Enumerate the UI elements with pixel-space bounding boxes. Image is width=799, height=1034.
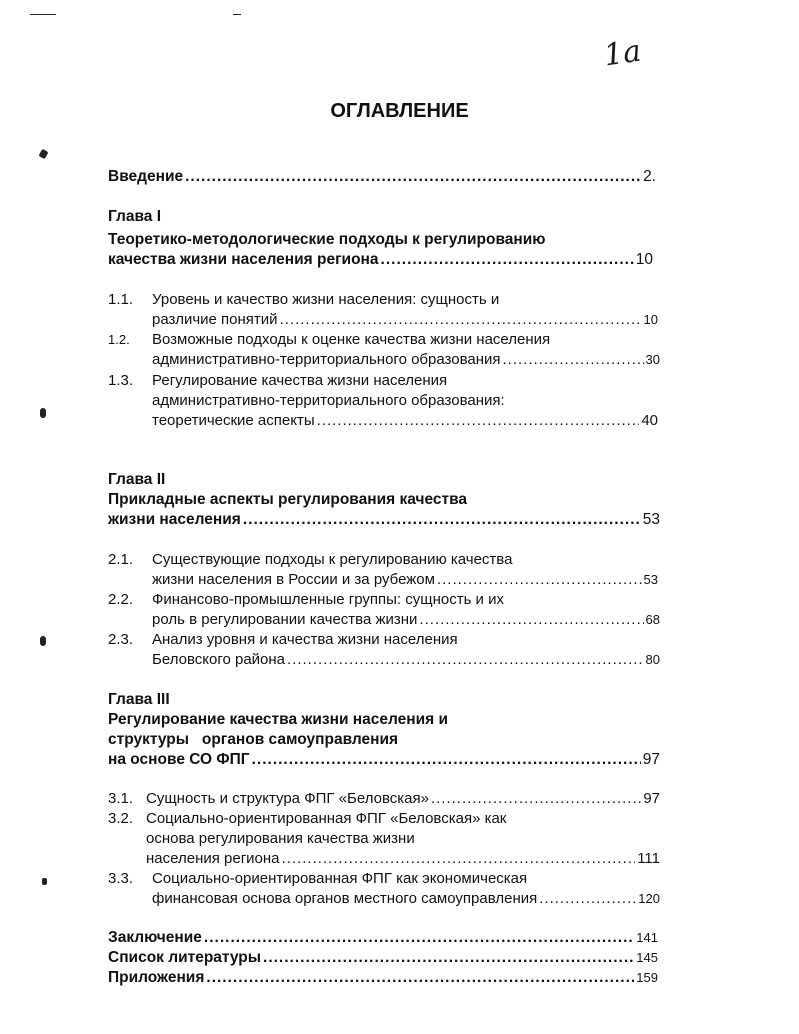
dot-leader xyxy=(263,948,634,968)
section-title-text: теоретические аспекты xyxy=(152,412,315,429)
toc-entry-label: Список литературы xyxy=(108,949,262,966)
chapter-title-text: жизни населения xyxy=(108,511,241,528)
section-title: Социально-ориентированная ФПГ «Беловская» как xyxy=(146,810,507,827)
chapter-title: структуры органов самоуправления xyxy=(108,731,399,748)
section-title-text: финансовая основа органов местного самоуправления xyxy=(152,890,538,907)
dot-leader xyxy=(317,411,640,431)
section-title-last xyxy=(152,350,660,370)
chapter-title: Регулирование качества жизни населения и xyxy=(108,711,449,728)
dot-leader xyxy=(287,650,644,670)
toc-entry-page: 97 xyxy=(642,751,660,768)
section-title-text: Сущность и структура ФПГ «Беловская» xyxy=(146,790,429,807)
toc-entry-page: 53 xyxy=(642,511,660,528)
dot-leader xyxy=(206,968,634,988)
toc-entry-page: 10 xyxy=(635,251,653,268)
dot-leader xyxy=(204,928,634,948)
section-number: 2.3. xyxy=(108,631,134,648)
section-title-last xyxy=(152,610,660,630)
section-number: 3.3. xyxy=(108,870,134,887)
chapter-title-last xyxy=(108,510,660,530)
dot-leader xyxy=(185,167,641,187)
page-title: ОГЛАВЛЕНИЕ xyxy=(330,100,469,122)
toc-entry-page: .30 xyxy=(641,352,660,367)
section-title-text: жизни населения в России и за рубежом xyxy=(152,571,435,588)
toc-entry-page: 145 xyxy=(636,950,658,965)
section-number: 1.3. xyxy=(108,372,134,389)
dot-leader xyxy=(419,610,643,630)
section-title-last xyxy=(152,650,660,670)
dot-leader xyxy=(282,849,636,869)
section-title: Анализ уровня и качества жизни населения xyxy=(152,631,458,648)
section-number: 3.1. xyxy=(108,790,134,807)
scan-speck xyxy=(42,878,47,885)
toc-entry-page: 159 xyxy=(636,970,658,985)
section-title-last xyxy=(152,310,658,330)
scan-speck xyxy=(30,14,56,15)
dot-leader xyxy=(280,310,642,330)
scan-speck xyxy=(40,636,46,646)
section-title: Возможные подходы к оценке качества жизни населения xyxy=(152,331,551,348)
chapter-title-text: на основе СО ФПГ xyxy=(108,751,250,768)
toc-entry-appendices xyxy=(108,968,658,988)
section-title: Финансово-промышленные группы: сущность и их xyxy=(152,591,504,608)
toc-entry-conclusion xyxy=(108,928,658,948)
scan-speck xyxy=(40,408,46,418)
section-title-text: различие понятий xyxy=(152,311,278,328)
section-number: 2.2. xyxy=(108,591,134,608)
chapter-title-last xyxy=(108,250,653,270)
chapter-title: Теоретико-методологические подходы к регулированию xyxy=(108,231,546,248)
section-title-last xyxy=(152,411,658,431)
chapter-heading: Глава I xyxy=(108,208,162,225)
handwritten-page-number: 1а xyxy=(601,33,644,74)
toc-entry-page: 111 xyxy=(637,850,660,867)
section-title: Уровень и качество жизни населения: сущность и xyxy=(152,291,500,308)
dot-leader xyxy=(437,570,642,590)
dot-leader xyxy=(252,750,641,770)
dot-leader xyxy=(381,250,634,270)
toc-entry-page: 141 xyxy=(636,930,658,945)
toc-entry-label: Введение xyxy=(108,168,184,185)
dot-leader xyxy=(431,789,641,809)
toc-entry-page: 2. xyxy=(643,168,656,185)
dot-leader xyxy=(503,350,640,370)
toc-entry-intro xyxy=(108,167,656,187)
scan-speck xyxy=(38,149,48,159)
section-title: Регулирование качества жизни населения xyxy=(152,372,448,389)
section-title: основа регулирования качества жизни xyxy=(146,830,415,847)
toc-entry-page: 120 xyxy=(638,891,660,906)
dot-leader xyxy=(539,889,636,909)
toc-entry-page: 97 xyxy=(643,790,660,807)
scan-speck xyxy=(233,14,241,15)
toc-entry-label: Заключение xyxy=(108,929,202,946)
chapter-title-last xyxy=(108,750,660,770)
section-title-last xyxy=(146,849,660,869)
section-title-last xyxy=(146,789,660,809)
chapter-heading: Глава II xyxy=(108,471,166,488)
section-title-last xyxy=(152,570,658,590)
section-title-text: Беловского района xyxy=(152,651,286,668)
chapter-title: Прикладные аспекты регулирования качества xyxy=(108,491,468,508)
section-title: административно-территориального образования: xyxy=(152,392,505,409)
section-title: Существующие подходы к регулированию качества xyxy=(152,551,513,568)
chapter-title-text: качества жизни населения региона xyxy=(108,251,379,268)
dot-leader xyxy=(243,510,641,530)
toc-entry-page: 80 xyxy=(645,652,660,667)
section-title: Социально-ориентированная ФПГ как экономическая xyxy=(152,870,528,887)
section-title-last xyxy=(152,889,660,909)
section-title-text: административно-территориального образования xyxy=(152,351,501,368)
toc-entry-page: 68 xyxy=(645,612,660,627)
toc-entry-page: 40 xyxy=(641,412,658,429)
section-title-text: роль в регулировании качества жизни xyxy=(152,611,418,628)
section-number: 1.1. xyxy=(108,291,134,308)
section-number: 1.2. xyxy=(108,332,130,347)
section-number: 2.1. xyxy=(108,551,134,568)
toc-entry-label: Приложения xyxy=(108,969,205,986)
toc-entry-page: 10 xyxy=(643,312,658,327)
section-title-text: населения региона xyxy=(146,850,280,867)
toc-entry-bibliography xyxy=(108,948,658,968)
section-number: 3.2. xyxy=(108,810,134,827)
chapter-heading: Глава III xyxy=(108,691,170,708)
toc-entry-page: 53 xyxy=(643,572,658,587)
